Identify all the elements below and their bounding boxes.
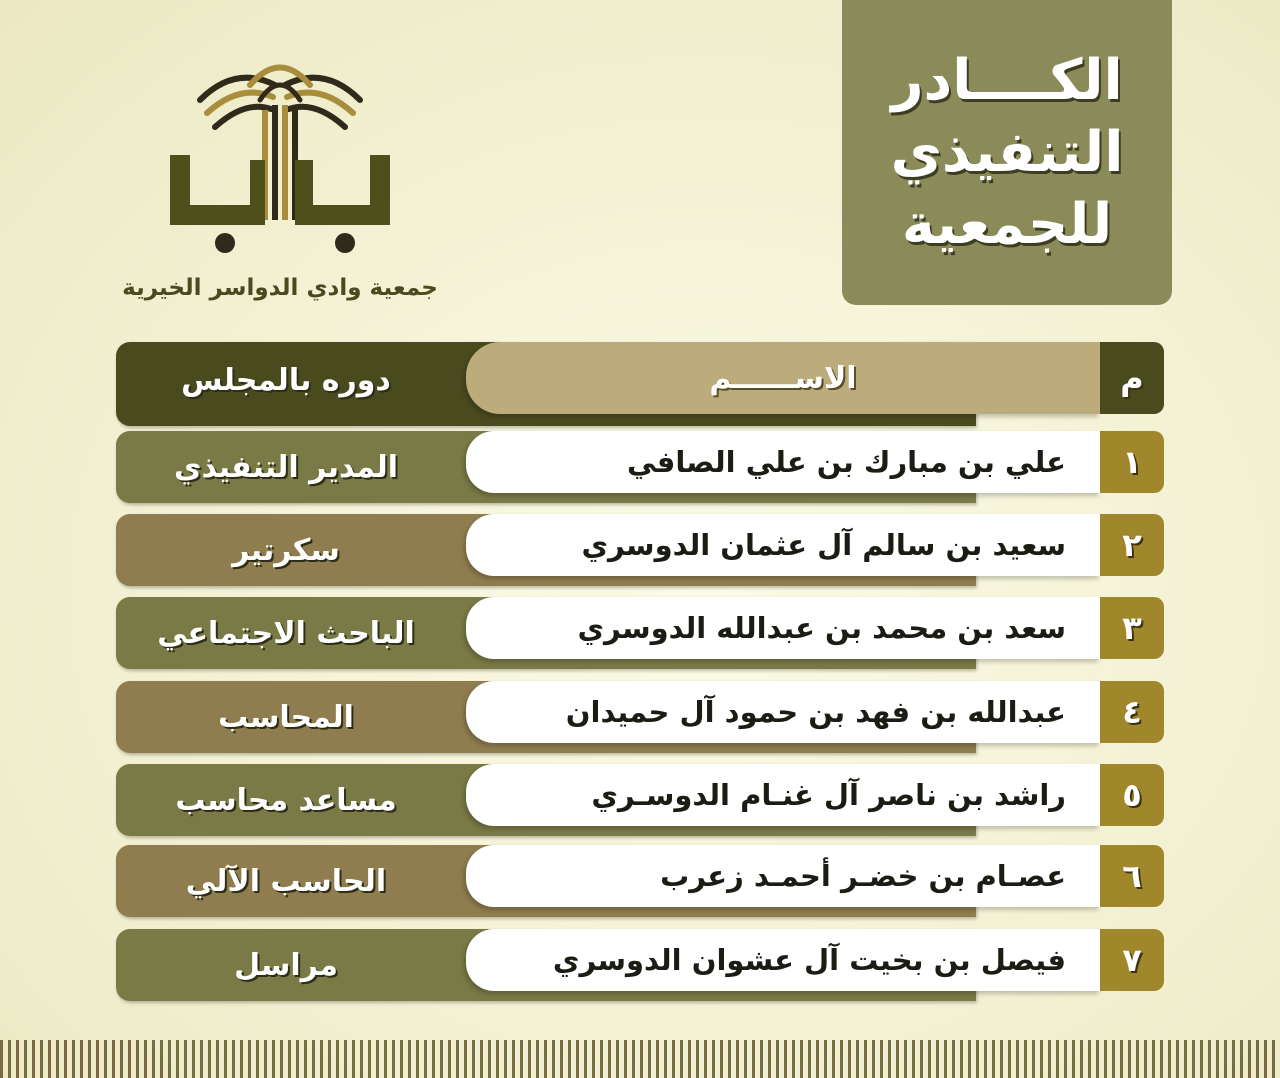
role-text: سكرتير	[232, 532, 340, 568]
name-pill	[466, 431, 1100, 493]
name-pill	[466, 764, 1100, 826]
role-text: الحاسب الآلي	[185, 863, 387, 899]
name-text: علي بن مبارك بن علي الصافي	[626, 445, 1066, 479]
row-number: ٤	[1100, 681, 1164, 743]
table-header	[116, 342, 1164, 414]
table-row	[116, 845, 1164, 917]
row-number: ٧	[1100, 929, 1164, 991]
name-pill	[466, 514, 1100, 576]
role-text: الباحث الاجتماعي	[157, 615, 415, 651]
role-text: المحاسب	[218, 699, 354, 735]
decorative-stripes	[0, 1040, 1280, 1078]
role-header: دوره بالمجلس	[181, 362, 391, 398]
name-header-pill	[466, 342, 1100, 414]
name-header: الاســــــم	[709, 360, 857, 396]
name-text: راشد بن ناصر آل غنـام الدوسـري	[591, 778, 1066, 812]
title-line-2: التنفيذي	[890, 119, 1124, 185]
title-box	[842, 0, 1172, 305]
role-text: مراسل	[234, 947, 338, 983]
name-pill	[466, 845, 1100, 907]
org-name: جمعية وادي الدواسر الخيرية	[122, 275, 438, 301]
name-pill	[466, 681, 1100, 743]
palm-tree-logo-icon	[165, 45, 395, 265]
name-text: عصـام بن خضـر أحمـد زعرب	[660, 859, 1066, 893]
row-number: ١	[1100, 431, 1164, 493]
title-line-1: الكــــادر	[891, 47, 1123, 113]
table-row	[116, 764, 1164, 836]
name-text: عبدالله بن فهد بن حمود آل حميدان	[565, 695, 1066, 729]
logo	[120, 45, 440, 315]
number-header: م	[1100, 342, 1164, 414]
row-number: ٥	[1100, 764, 1164, 826]
role-text: المدير التنفيذي	[173, 449, 399, 485]
table-row	[116, 681, 1164, 753]
name-pill	[466, 929, 1100, 991]
table-row	[116, 514, 1164, 586]
row-number: ٦	[1100, 845, 1164, 907]
name-text: سعد بن محمد بن عبدالله الدوسري	[577, 611, 1066, 645]
table-row	[116, 929, 1164, 1001]
table-row	[116, 597, 1164, 669]
title-line-3: للجمعية	[901, 191, 1113, 257]
row-number: ٢	[1100, 514, 1164, 576]
role-text: مساعد محاسب	[175, 782, 397, 818]
row-number: ٣	[1100, 597, 1164, 659]
name-text: فيصل بن بخيت آل عشوان الدوسري	[552, 943, 1066, 977]
name-pill	[466, 597, 1100, 659]
table-row	[116, 431, 1164, 503]
name-text: سعيد بن سالم آل عثمان الدوسري	[581, 528, 1066, 562]
